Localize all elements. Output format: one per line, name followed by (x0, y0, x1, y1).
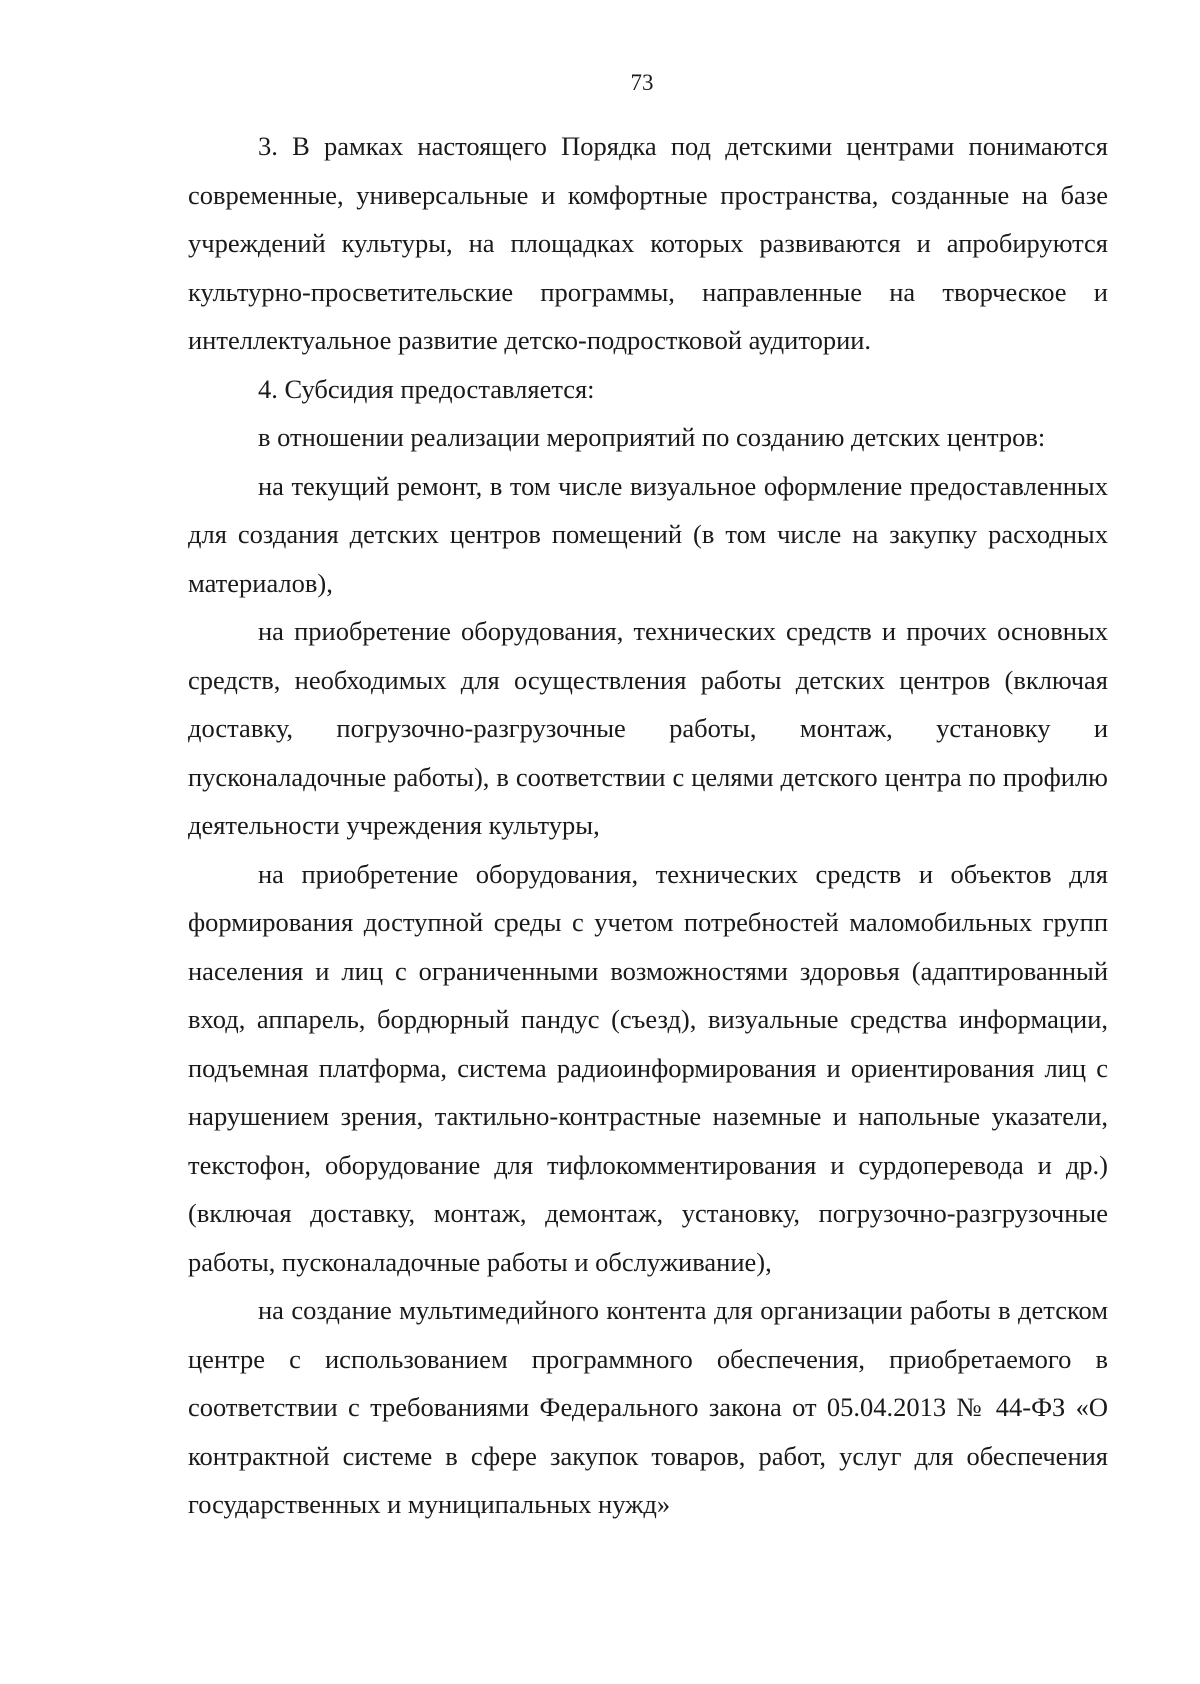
page-number: 73 (630, 70, 654, 95)
paragraph-subsidy-provided: 4. Субсидия предоставляется: (258, 373, 595, 404)
paragraph-current-repair: на текущий ремонт, в том числе визуальное оформление предоставленных для создания детских центров помещений (в том числе на закупку расходных материалов), (188, 470, 1108, 598)
paragraph-multimedia-content: на создание мультимедийного контента для организации работы в детском центре с использованием программного обеспечения, приобретаемого в соответствии с требованиями Федерального закона от 05.04.2013 № 44-ФЗ «О контрактной системе в сфере закупок товаров, работ, услуг для обеспечения государственных и муниципальных нужд» (188, 1295, 1108, 1519)
paragraph-equipment-purchase: на приобретение оборудования, технических средств и прочих основных средств, необходимых для осуществления работы детских центров (включая доставку, погрузочно-разгрузочные работы, монтаж, установку и пусконаладочные работы), в соответствии с целями детского центра по профилю деятельности учреждения культуры, (188, 616, 1108, 840)
paragraph-regarding-measures: в отношении реализации мероприятий по созданию детских центров: (258, 422, 1046, 452)
paragraph-children-centers-definition: 3. В рамках настоящего Порядка под детскими центрами понимаются современные, универсальные и комфортные пространства, созданные на базе учреждений культуры, на площадках которых развиваются и апробируются культурно-просветительские программы, направленные на творческое и интеллектуальное развитие детско-подростковой аудитории. (188, 131, 1108, 355)
document-body (188, 122, 1108, 1529)
paragraph-accessible-environment: на приобретение оборудования, технических средств и объектов для формирования доступной среды с учетом потребностей маломобильных групп населения и лиц с ограниченными возможностями здоровья (адаптированный вход, аппарель, бордюрный пандус (съезд), визуальные средства информации, подъемная платформа, система радиоинформирования и ориентирования лиц с нарушением зрения, тактильно-контрастные наземные и напольные указатели, текстофон, оборудование для тифлокомментирования и сурдоперевода и др.) (включая доставку, монтаж, демонтаж, установку, погрузочно-разгрузочные работы, пусконаладочные работы и обслуживание), (188, 858, 1108, 1277)
